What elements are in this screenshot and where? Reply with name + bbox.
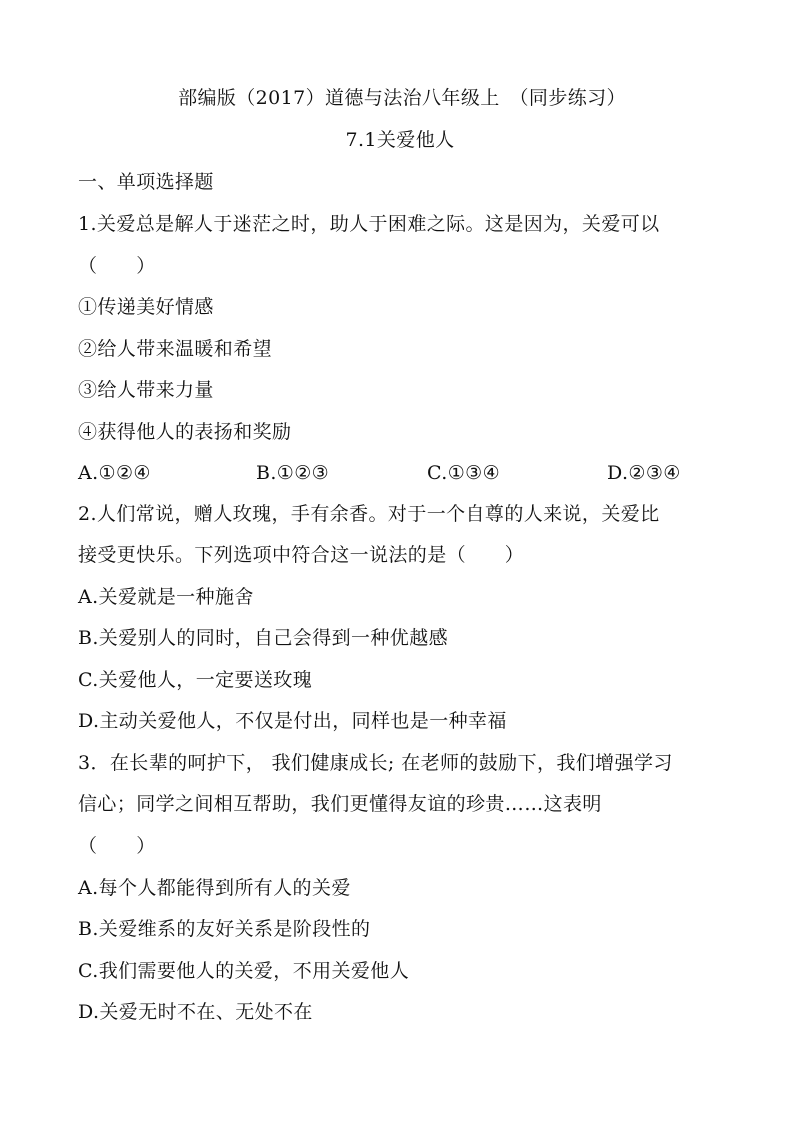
q2-option-d: D.主动关爱他人，不仅是付出，同样也是一种幸福 xyxy=(78,710,507,732)
q3-answer-blank: （ ） xyxy=(78,835,156,857)
lesson-title: 7.1关爱他人 xyxy=(345,129,455,151)
q2-stem-line2: 接受更快乐。下列选项中符合这一说法的是（ ） xyxy=(78,544,525,566)
q1-answer-blank: （ ） xyxy=(78,255,156,277)
q1-item-1: ①传递美好情感 xyxy=(78,296,214,318)
q3-stem-line2: 信心；同学之间相互帮助，我们更懂得友谊的珍贵……这表明 xyxy=(78,793,602,815)
q2-stem-line1: 2.人们常说，赠人玫瑰，手有余香。对于一个自尊的人来说，关爱比 xyxy=(78,503,660,525)
q1-options xyxy=(78,461,718,485)
q1-item-2: ②给人带来温暖和希望 xyxy=(78,338,273,360)
q3-stem-line1: 3．在长辈的呵护下， 我们健康成长; 在老师的鼓励下，我们增强学习 xyxy=(78,752,673,774)
q1-option-c: C.①③④ xyxy=(427,462,500,484)
q3-option-d: D.关爱无时不在、无处不在 xyxy=(78,1001,313,1023)
q3-option-b: B.关爱维系的友好关系是阶段性的 xyxy=(78,918,371,940)
section-heading: 一、单项选择题 xyxy=(78,171,214,193)
q1-item-4: ④获得他人的表扬和奖励 xyxy=(78,421,292,443)
q1-option-b: B.①②③ xyxy=(256,462,330,484)
q2-option-a: A.关爱就是一种施舍 xyxy=(78,586,254,608)
q2-option-c: C.关爱他人，一定要送玫瑰 xyxy=(78,669,313,691)
q1-option-d: D.②③④ xyxy=(607,462,681,484)
q1-item-3: ③给人带来力量 xyxy=(78,379,214,401)
q3-option-c: C.我们需要他人的关爱，不用关爱他人 xyxy=(78,960,410,982)
q1-option-a: A.①②④ xyxy=(78,462,151,484)
q3-option-a: A.每个人都能得到所有人的关爱 xyxy=(78,877,351,899)
q2-option-b: B.关爱别人的同时，自己会得到一种优越感 xyxy=(78,627,449,649)
q1-stem-line1: 1.关爱总是解人于迷茫之时，助人于困难之际。这是因为，关爱可以 xyxy=(78,213,660,235)
document-title: 部编版（2017）道德与法治八年级上 （同步练习） xyxy=(178,87,626,109)
